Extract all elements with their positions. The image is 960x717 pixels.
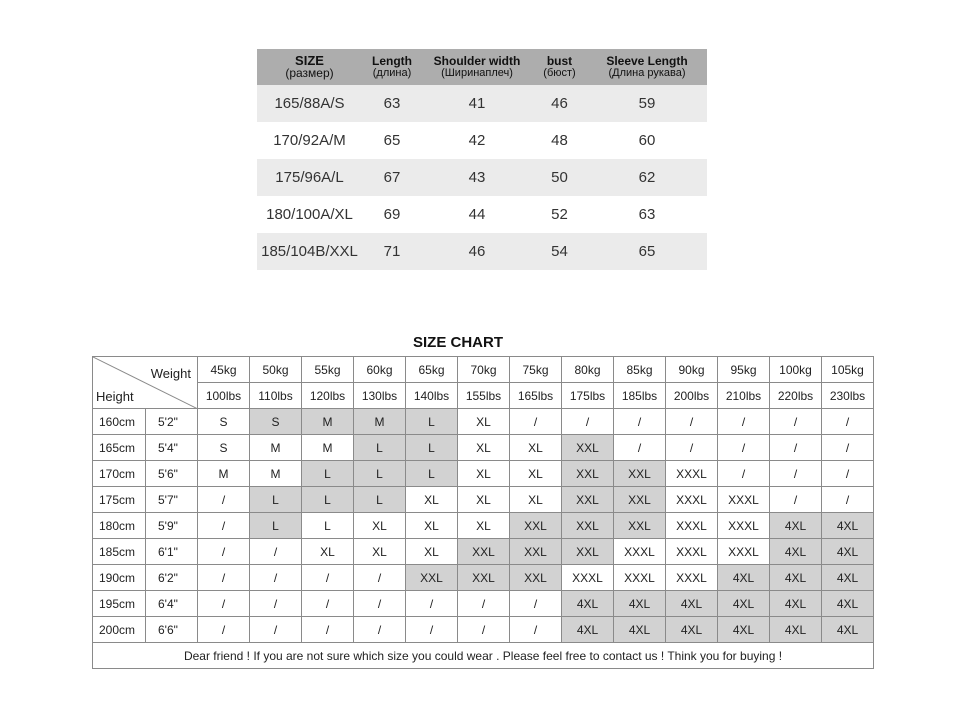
size-cell: 4XL: [666, 617, 718, 643]
cell-bust: 50: [551, 169, 568, 186]
size-cell: XL: [406, 513, 458, 539]
height-ft-cell: 6'2": [146, 565, 198, 591]
size-cell: 4XL: [770, 539, 822, 565]
size-cell: /: [250, 617, 302, 643]
measurement-table-header: [257, 49, 707, 85]
height-cm-cell: 165cm: [93, 435, 146, 461]
size-cell: XL: [458, 487, 510, 513]
cell-length: 63: [383, 95, 401, 112]
header-shoulder-width: Shoulder width (Ширинаплеч): [433, 54, 521, 79]
cell-shoulder: 43: [468, 169, 486, 186]
size-cell: /: [250, 539, 302, 565]
weight-lbs-cell: 230lbs: [822, 383, 874, 409]
size-cell: XXL: [562, 461, 614, 487]
weight-kg-cell: 50kg: [250, 357, 302, 383]
size-cell: XL: [510, 435, 562, 461]
size-cell: /: [666, 409, 718, 435]
height-cm-cell: 170cm: [93, 461, 146, 487]
size-cell: /: [718, 461, 770, 487]
height-ft-cell: 5'4": [146, 435, 198, 461]
size-cell: /: [250, 591, 302, 617]
table-row: [93, 487, 874, 513]
cell-bust: 48: [551, 132, 568, 149]
size-cell: XL: [406, 487, 458, 513]
table-row: [257, 196, 707, 233]
note-row: [93, 643, 874, 669]
size-cell: L: [354, 461, 406, 487]
size-cell: 4XL: [718, 565, 770, 591]
buyer-note: Dear friend ! If you are not sure which size you could wear . Please feel free to contact us ! Think you for buying !: [93, 643, 874, 669]
weight-lbs-cell: 185lbs: [614, 383, 666, 409]
size-cell: XXL: [562, 435, 614, 461]
height-cm-cell: 160cm: [93, 409, 146, 435]
size-cell: /: [510, 617, 562, 643]
size-cell: /: [302, 565, 354, 591]
size-cell: M: [198, 461, 250, 487]
size-cell: /: [198, 565, 250, 591]
cell-sleeve: 62: [638, 169, 656, 186]
size-cell: /: [770, 435, 822, 461]
height-ft-cell: 6'4": [146, 591, 198, 617]
weight-lbs-cell: 155lbs: [458, 383, 510, 409]
size-cell: XL: [302, 539, 354, 565]
size-chart-table: [92, 356, 874, 669]
cell-shoulder: 41: [468, 95, 486, 112]
weight-kg-cell: 80kg: [562, 357, 614, 383]
height-ft-cell: 6'1": [146, 539, 198, 565]
size-cell: 4XL: [822, 617, 874, 643]
weight-kg-cell: 100kg: [770, 357, 822, 383]
size-cell: /: [250, 565, 302, 591]
table-row: [93, 591, 874, 617]
size-cell: /: [302, 617, 354, 643]
size-cell: XXL: [614, 461, 666, 487]
size-cell: L: [406, 409, 458, 435]
size-cell: /: [198, 513, 250, 539]
weight-kg-cell: 60kg: [354, 357, 406, 383]
size-cell: 4XL: [770, 565, 822, 591]
weight-lbs-cell: 110lbs: [250, 383, 302, 409]
measurement-table-body: [257, 85, 707, 270]
size-cell: 4XL: [718, 591, 770, 617]
size-cell: M: [302, 435, 354, 461]
size-cell: XXXL: [666, 487, 718, 513]
table-row: [257, 233, 707, 270]
height-ft-cell: 5'2": [146, 409, 198, 435]
size-cell: /: [198, 617, 250, 643]
size-cell: XXL: [562, 513, 614, 539]
size-cell: XL: [458, 409, 510, 435]
size-cell: /: [406, 617, 458, 643]
weight-lbs-cell: 210lbs: [718, 383, 770, 409]
weight-lbs-cell: 140lbs: [406, 383, 458, 409]
size-cell: XL: [510, 461, 562, 487]
weight-lbs-cell: 120lbs: [302, 383, 354, 409]
size-cell: /: [354, 617, 406, 643]
size-cell: L: [302, 513, 354, 539]
table-row: [93, 539, 874, 565]
size-cell: /: [718, 409, 770, 435]
height-cm-cell: 180cm: [93, 513, 146, 539]
size-cell: XXXL: [718, 487, 770, 513]
size-cell: XXL: [510, 513, 562, 539]
weight-lbs-cell: 175lbs: [562, 383, 614, 409]
size-cell: XXXL: [666, 565, 718, 591]
size-cell: XXL: [562, 487, 614, 513]
cell-size: 165/88A/S: [274, 95, 345, 112]
size-cell: /: [406, 591, 458, 617]
size-cell: XXXL: [718, 539, 770, 565]
weight-kg-cell: 65kg: [406, 357, 458, 383]
size-cell: /: [822, 435, 874, 461]
header-bust: bust (бюст): [543, 54, 576, 79]
height-cm-cell: 195cm: [93, 591, 146, 617]
cell-length: 67: [383, 169, 401, 186]
size-cell: 4XL: [666, 591, 718, 617]
size-cell: /: [510, 591, 562, 617]
size-cell: XXL: [510, 565, 562, 591]
size-cell: XXXL: [718, 513, 770, 539]
cell-size: 185/104B/XXL: [261, 243, 358, 260]
size-cell: L: [250, 513, 302, 539]
size-cell: XL: [458, 513, 510, 539]
table-row: [257, 122, 707, 159]
weight-kg-cell: 75kg: [510, 357, 562, 383]
header-size: SIZE (размер): [285, 53, 334, 80]
height-ft-cell: 6'6": [146, 617, 198, 643]
size-cell: XXL: [614, 513, 666, 539]
cell-shoulder: 42: [468, 132, 486, 149]
size-cell: /: [354, 565, 406, 591]
size-cell: /: [822, 487, 874, 513]
size-cell: /: [822, 461, 874, 487]
weight-lbs-cell: 130lbs: [354, 383, 406, 409]
size-cell: XL: [510, 487, 562, 513]
size-cell: 4XL: [822, 565, 874, 591]
size-cell: XL: [458, 461, 510, 487]
size-cell: /: [510, 409, 562, 435]
cell-length: 71: [383, 243, 401, 260]
cell-sleeve: 59: [638, 95, 656, 112]
size-cell: XL: [406, 539, 458, 565]
height-cm-cell: 185cm: [93, 539, 146, 565]
size-cell: /: [302, 591, 354, 617]
cell-size: 180/100A/XL: [266, 206, 353, 223]
table-row: [257, 159, 707, 196]
weight-kg-cell: 95kg: [718, 357, 770, 383]
size-cell: /: [198, 539, 250, 565]
size-cell: M: [302, 409, 354, 435]
size-cell: /: [614, 435, 666, 461]
size-cell: 4XL: [614, 617, 666, 643]
size-cell: XXXL: [614, 539, 666, 565]
cell-size: 170/92A/M: [273, 132, 346, 149]
size-cell: /: [718, 435, 770, 461]
weight-kg-row: [93, 357, 874, 383]
size-cell: 4XL: [822, 539, 874, 565]
size-cell: XXXL: [666, 461, 718, 487]
cell-length: 69: [383, 206, 401, 223]
size-cell: /: [770, 409, 822, 435]
size-cell: /: [562, 409, 614, 435]
size-cell: L: [406, 435, 458, 461]
table-row: [93, 409, 874, 435]
size-cell: M: [250, 461, 302, 487]
size-cell: 4XL: [614, 591, 666, 617]
size-cell: L: [406, 461, 458, 487]
height-ft-cell: 5'6": [146, 461, 198, 487]
cell-length: 65: [383, 132, 401, 149]
size-cell: 4XL: [770, 513, 822, 539]
size-cell: S: [198, 435, 250, 461]
size-cell: XL: [458, 435, 510, 461]
size-cell: XXXL: [614, 565, 666, 591]
size-cell: XXL: [510, 539, 562, 565]
weight-lbs-cell: 220lbs: [770, 383, 822, 409]
size-cell: /: [822, 409, 874, 435]
size-cell: S: [250, 409, 302, 435]
size-cell: XXXL: [666, 513, 718, 539]
weight-kg-cell: 55kg: [302, 357, 354, 383]
size-cell: XXL: [614, 487, 666, 513]
size-cell: /: [198, 487, 250, 513]
size-cell: 4XL: [822, 513, 874, 539]
height-ft-cell: 5'7": [146, 487, 198, 513]
size-cell: 4XL: [770, 591, 822, 617]
size-cell: 4XL: [562, 617, 614, 643]
size-cell: XXL: [562, 539, 614, 565]
size-cell: L: [354, 487, 406, 513]
size-cell: L: [302, 461, 354, 487]
size-cell: 4XL: [770, 617, 822, 643]
size-cell: /: [458, 617, 510, 643]
weight-kg-cell: 45kg: [198, 357, 250, 383]
size-cell: XXXL: [666, 539, 718, 565]
weight-lbs-cell: 100lbs: [198, 383, 250, 409]
header-length: Length (длина): [372, 54, 412, 79]
size-cell: XXXL: [562, 565, 614, 591]
table-row: [93, 513, 874, 539]
table-row: [93, 461, 874, 487]
size-cell: 4XL: [822, 591, 874, 617]
cell-size: 175/96A/L: [275, 169, 344, 186]
cell-shoulder: 46: [468, 243, 486, 260]
size-cell: XL: [354, 513, 406, 539]
size-cell: 4XL: [562, 591, 614, 617]
height-cm-cell: 190cm: [93, 565, 146, 591]
size-cell: M: [250, 435, 302, 461]
size-cell: /: [770, 461, 822, 487]
cell-bust: 52: [551, 206, 568, 223]
size-cell: /: [666, 435, 718, 461]
size-chart-title: SIZE CHART: [413, 334, 503, 351]
header-sleeve-length: Sleeve Length (Длина рукава): [606, 54, 688, 79]
weight-lbs-cell: 200lbs: [666, 383, 718, 409]
weight-kg-cell: 70kg: [458, 357, 510, 383]
size-cell: L: [302, 487, 354, 513]
measurement-table: [257, 49, 707, 270]
size-cell: L: [354, 435, 406, 461]
size-cell: /: [770, 487, 822, 513]
height-label: Height: [96, 389, 134, 404]
height-cm-cell: 200cm: [93, 617, 146, 643]
weight-kg-cell: 85kg: [614, 357, 666, 383]
size-cell: XXL: [406, 565, 458, 591]
size-cell: /: [198, 591, 250, 617]
height-ft-cell: 5'9": [146, 513, 198, 539]
table-row: [93, 565, 874, 591]
cell-sleeve: 63: [638, 206, 656, 223]
weight-height-corner: [93, 357, 198, 409]
weight-lbs-cell: 165lbs: [510, 383, 562, 409]
size-cell: L: [250, 487, 302, 513]
size-cell: XL: [354, 539, 406, 565]
size-cell: /: [614, 409, 666, 435]
weight-lbs-row: [93, 383, 874, 409]
size-cell: S: [198, 409, 250, 435]
weight-label: Weight: [150, 366, 191, 381]
weight-kg-cell: 105kg: [822, 357, 874, 383]
size-cell: /: [354, 591, 406, 617]
size-cell: XXL: [458, 539, 510, 565]
table-row: [93, 617, 874, 643]
size-cell: XXL: [458, 565, 510, 591]
cell-sleeve: 60: [638, 132, 656, 149]
size-cell: /: [458, 591, 510, 617]
cell-shoulder: 44: [468, 206, 486, 223]
cell-bust: 46: [551, 95, 568, 112]
size-cell: M: [354, 409, 406, 435]
height-cm-cell: 175cm: [93, 487, 146, 513]
size-cell: 4XL: [718, 617, 770, 643]
weight-kg-cell: 90kg: [666, 357, 718, 383]
cell-bust: 54: [551, 243, 568, 260]
table-row: [93, 435, 874, 461]
table-row: [257, 85, 707, 122]
cell-sleeve: 65: [638, 243, 656, 260]
